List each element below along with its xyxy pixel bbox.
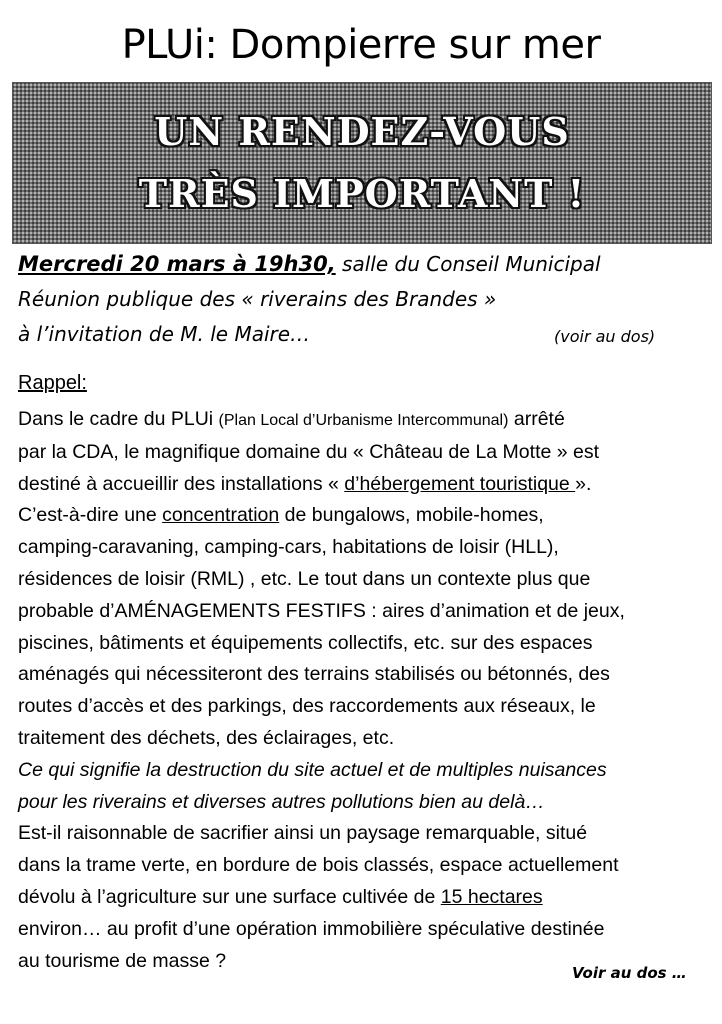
body-text-span: ».	[575, 472, 592, 495]
body-line: dans la trame verte, en bordure de bois classés, espace actuellement	[18, 854, 619, 877]
body-text-span: de bungalows, mobile-homes,	[279, 504, 544, 527]
plui-definition: (Plan Local d’Urbanisme Intercommunal)	[218, 412, 509, 429]
body-text-span: C’est-à-dire une	[18, 504, 163, 527]
page-title: PLUi: Dompierre sur mer	[121, 22, 601, 68]
footer-see-back: Voir au dos …	[572, 964, 687, 982]
body-text-span: arrêté	[508, 408, 565, 430]
body-line: par la CDA, le magnifique domaine du « Château de La Motte » est	[18, 440, 600, 463]
meeting-place: salle du Conseil Municipal	[335, 252, 601, 276]
body-text-span: destiné à accueillir des installations «	[18, 472, 345, 495]
body-line: aménagés qui nécessiteront des terrains stabilisés ou bétonnés, des	[18, 663, 610, 686]
body-line	[18, 404, 718, 437]
emphasis-tourism: d’hébergement touristique	[344, 472, 576, 495]
meeting-line-3: à l’invitation de M. le Maire…	[18, 322, 311, 346]
body-line: résidences de loisir (RML) , etc. Le tout dans un contexte plus que	[18, 567, 591, 590]
body-line: environ… au profit d’une opération immobilière spéculative destinée	[18, 917, 605, 940]
body-line: camping-caravaning, camping-cars, habitations de loisir (HLL),	[18, 536, 559, 559]
body-text	[18, 404, 718, 977]
body-line: routes d’accès et des parkings, des raccordements aux réseaux, le	[18, 695, 596, 718]
banner	[12, 82, 712, 244]
body-line: piscines, bâtiments et équipements collectifs, etc. sur des espaces	[18, 631, 593, 654]
meeting-date: Mercredi 20 mars à 19h30,	[18, 252, 336, 276]
body-text-span: dévolu à l’agriculture sur une surface cultivée de	[18, 885, 441, 908]
body-line: probable d’AMÉNAGEMENTS FESTIFS : aires d’animation et de jeux,	[18, 599, 625, 622]
body-text-span: Dans le cadre du PLUi	[18, 408, 219, 430]
banner-line-1: UN RENDEZ-VOUS	[154, 109, 570, 154]
emphasis-hectares: 15 hectares	[440, 885, 543, 908]
body-line-italic: Ce qui signifie la destruction du site actuel et de multiples nuisances	[18, 758, 607, 781]
body-line	[18, 882, 718, 914]
body-line: au tourisme de masse ?	[18, 949, 227, 972]
emphasis-concentration: concentration	[162, 504, 280, 527]
meeting-line-1	[18, 252, 601, 276]
body-line	[18, 500, 718, 532]
meeting-line-2: Réunion publique des « riverains des Brandes »	[18, 287, 497, 311]
body-line-italic: pour les riverains et diverses autres pollutions bien au delà…	[18, 790, 545, 813]
banner-line-2: TRÈS IMPORTANT !	[138, 171, 586, 216]
body-line: Est-il raisonnable de sacrifier ainsi un paysage remarquable, situé	[18, 822, 588, 845]
see-back-note: (voir au dos)	[554, 327, 656, 346]
body-line	[18, 469, 718, 501]
body-line: traitement des déchets, des éclairages, etc.	[18, 726, 395, 749]
rappel-heading: Rappel:	[18, 372, 87, 394]
